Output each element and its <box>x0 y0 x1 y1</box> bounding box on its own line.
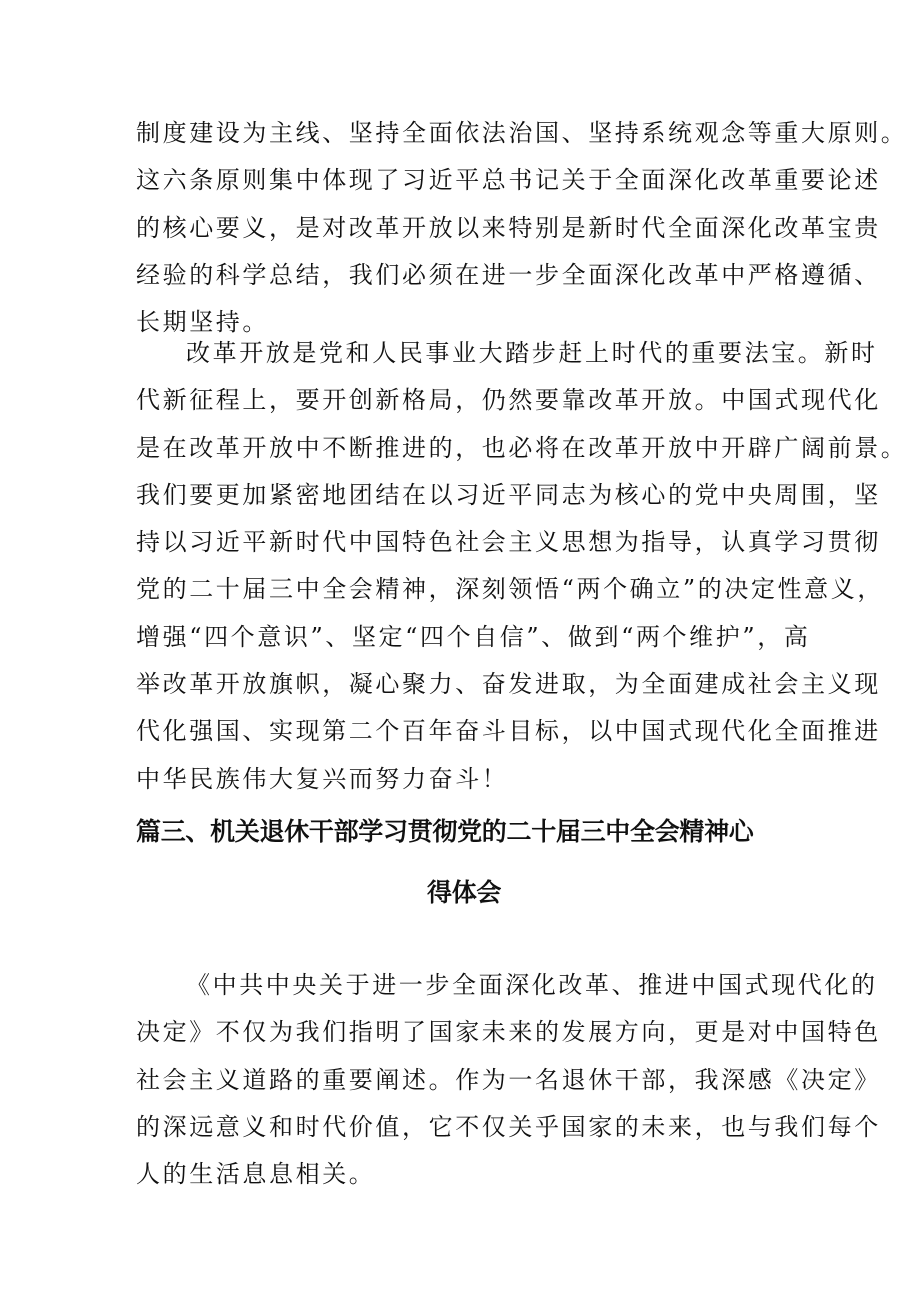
text-line: 增强“四个意识”、坚定“四个自信”、做到“两个维护”，高 <box>136 622 811 651</box>
text-line: 党的二十届三中全会精神，深刻领悟“两个确立”的决定性意义， <box>136 575 884 604</box>
text-line: 社会主义道路的重要阐述。作为一名退休干部，我深感《决定》 <box>136 1065 881 1094</box>
text-line: 举改革开放旗帜，凝心聚力、奋发进取，为全面建成社会主义现 <box>136 670 881 699</box>
text-line: 代化强国、实现第二个百年奋斗目标，以中国式现代化全面推进 <box>136 717 881 746</box>
text-line: 制度建设为主线、坚持全面依法治国、坚持系统观念等重大原则。 <box>136 119 908 147</box>
text-line: 代新征程上，要开创新格局，仍然要靠改革开放。中国式现代化 <box>136 386 881 415</box>
text-line: 持以习近平新时代中国特色社会主义思想为指导，认真学习贯彻 <box>136 528 881 557</box>
text-line: 这六条原则集中体现了习近平总书记关于全面深化改革重要论述 <box>136 166 881 195</box>
text-line: 改革开放是党和人民事业大踏步赶上时代的重要法宝。新时 <box>186 339 878 367</box>
text-line: 长期坚持。 <box>136 308 269 337</box>
text-line: 《中共中央关于进一步全面深化改革、推进中国式现代化的 <box>186 971 878 999</box>
text-line: 决定》不仅为我们指明了国家未来的发展方向，更是对中国特色 <box>136 1018 881 1047</box>
text-line: 经验的科学总结，我们必须在进一步全面深化改革中严格遵循、 <box>136 260 881 289</box>
text-line: 是在改革开放中不断推进的，也必将在改革开放中开辟广阔前景。 <box>136 433 908 462</box>
text-line: 的核心要义，是对改革开放以来特别是新时代全面深化改革宝贵 <box>136 213 881 242</box>
text-line: 我们要更加紧密地团结在以习近平同志为核心的党中央周围，坚 <box>136 480 881 509</box>
paragraph-reform-opening <box>136 330 908 803</box>
section-heading: 篇三、机关退休干部学习贯彻党的二十届三中全会精神心 <box>136 817 754 846</box>
text-line: 中华民族伟大复兴而努力奋斗！ <box>136 764 509 793</box>
paragraph-principles <box>136 110 908 346</box>
text-line: 的深远意义和时代价值，它不仅关乎国家的未来，也与我们每个 <box>136 1112 881 1141</box>
text-line: 人的生活息息相关。 <box>136 1160 376 1189</box>
paragraph-decision <box>136 962 881 1198</box>
section-heading-continued: 得体会 <box>427 878 502 907</box>
